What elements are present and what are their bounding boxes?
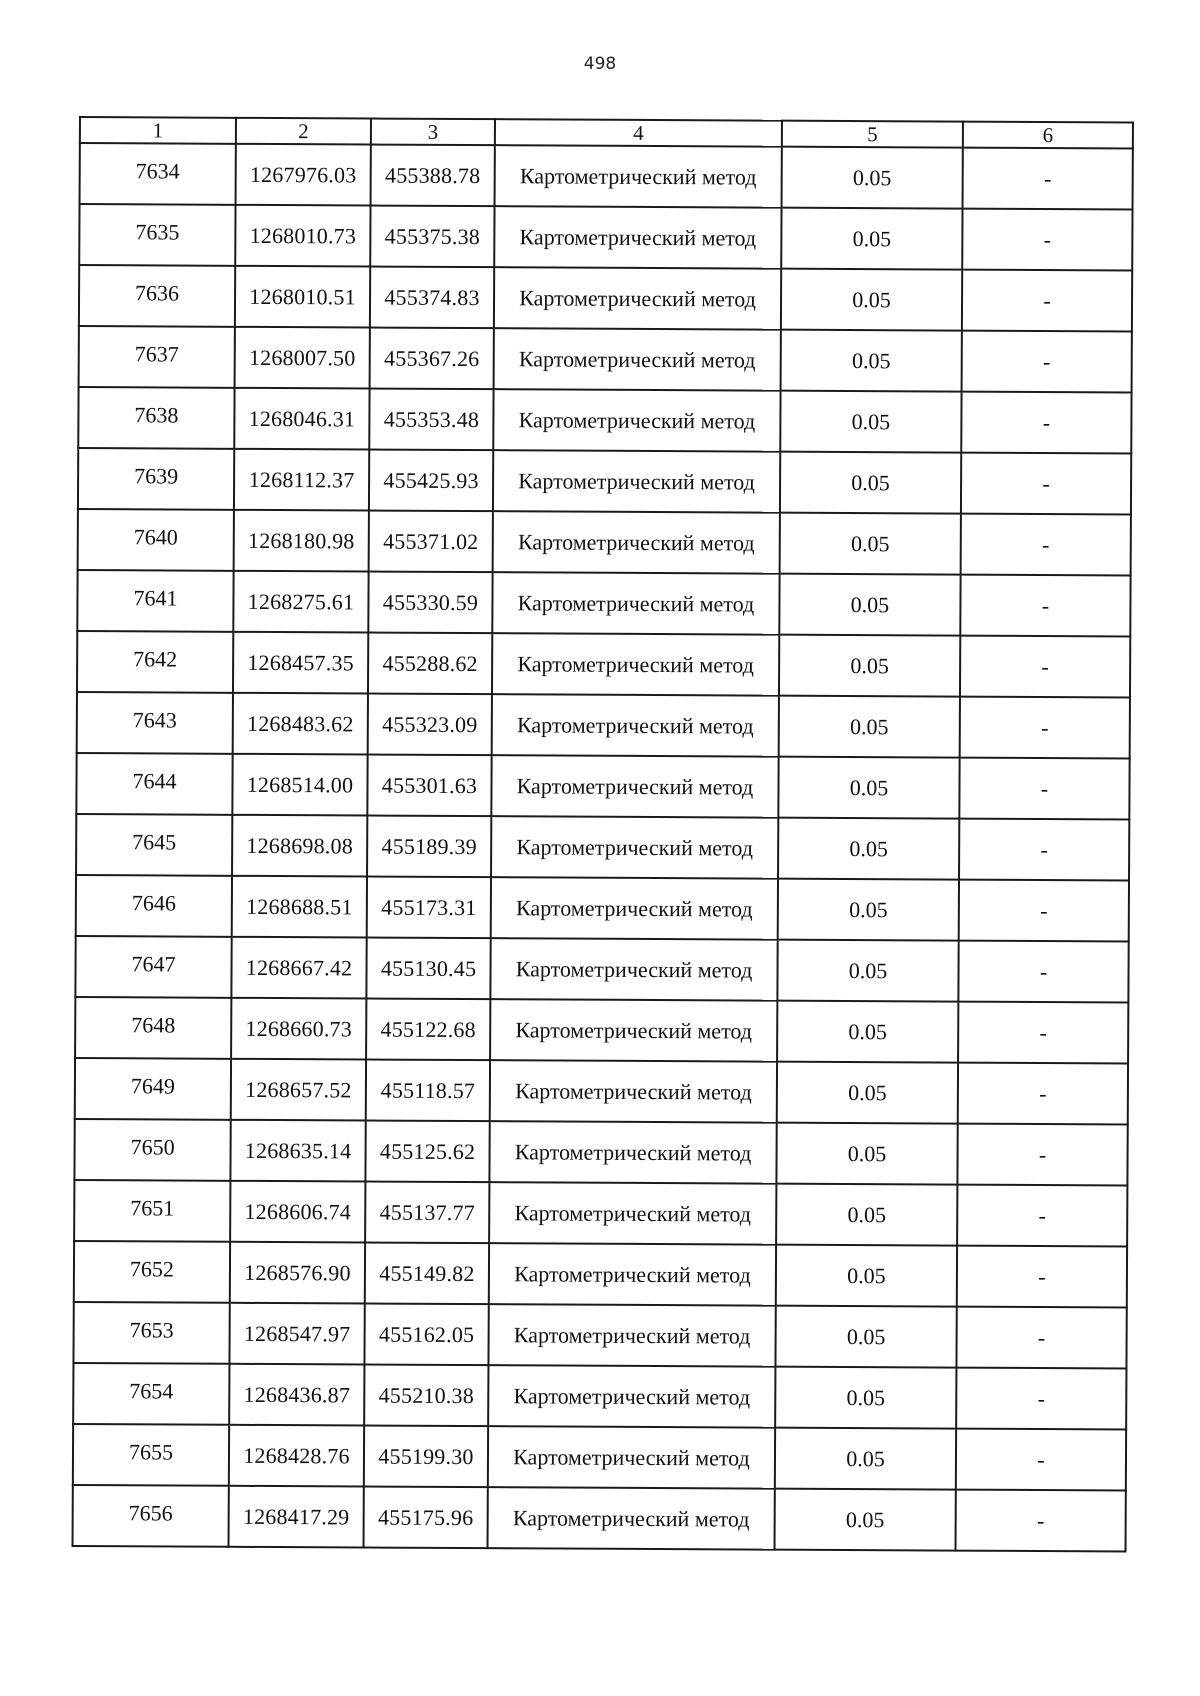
method-cell: Картометрический метод bbox=[492, 694, 779, 757]
description-cell: - bbox=[957, 1185, 1127, 1247]
point-number-cell: 7645 bbox=[76, 814, 232, 876]
point-number-cell: 7638 bbox=[78, 387, 234, 449]
page-number: 498 bbox=[583, 54, 617, 74]
point-number-cell: 7654 bbox=[73, 1363, 229, 1425]
description-cell: - bbox=[957, 1124, 1127, 1186]
table-row bbox=[78, 448, 1131, 515]
accuracy-cell: 0.05 bbox=[778, 879, 959, 941]
point-number-cell: 7636 bbox=[79, 265, 235, 327]
method-cell: Картометрический метод bbox=[493, 389, 780, 452]
coordinate-y-cell: 455173.31 bbox=[367, 877, 491, 939]
method-cell: Картометрический метод bbox=[490, 999, 777, 1062]
method-cell: Картометрический метод bbox=[491, 755, 778, 818]
accuracy-cell: 0.05 bbox=[778, 757, 959, 819]
accuracy-cell: 0.05 bbox=[776, 1123, 957, 1185]
coordinate-y-cell: 455189.39 bbox=[367, 816, 491, 878]
coordinate-y-cell: 455122.68 bbox=[366, 999, 490, 1061]
accuracy-cell: 0.05 bbox=[779, 635, 960, 697]
table-row bbox=[76, 875, 1129, 942]
accuracy-cell: 0.05 bbox=[775, 1367, 956, 1429]
method-cell: Картометрический метод bbox=[494, 206, 781, 269]
point-number-cell: 7642 bbox=[77, 631, 233, 693]
column-header: 1 bbox=[80, 117, 236, 144]
description-cell: - bbox=[957, 1246, 1127, 1308]
method-cell: Картометрический метод bbox=[489, 1182, 776, 1245]
table-row bbox=[76, 753, 1129, 820]
coordinate-x-cell: 1268547.97 bbox=[229, 1303, 364, 1365]
description-cell: - bbox=[958, 1002, 1128, 1064]
table-row bbox=[73, 1424, 1126, 1491]
table-row bbox=[73, 1302, 1126, 1369]
accuracy-cell: 0.05 bbox=[777, 1062, 958, 1124]
point-number-cell: 7656 bbox=[73, 1485, 229, 1547]
coordinate-y-cell: 455323.09 bbox=[368, 694, 492, 756]
method-cell: Картометрический метод bbox=[494, 267, 781, 330]
coordinate-y-cell: 455367.26 bbox=[370, 328, 494, 390]
coordinate-x-cell: 1268483.62 bbox=[233, 693, 368, 755]
description-cell: - bbox=[958, 941, 1128, 1003]
description-cell: - bbox=[961, 514, 1131, 576]
coordinates-table bbox=[72, 116, 1134, 1553]
method-cell: Картометрический метод bbox=[495, 145, 782, 208]
coordinate-x-cell: 1268667.42 bbox=[231, 937, 366, 999]
description-cell: - bbox=[956, 1368, 1126, 1430]
point-number-cell: 7647 bbox=[75, 936, 231, 998]
accuracy-cell: 0.05 bbox=[781, 330, 962, 392]
table-row bbox=[78, 509, 1131, 576]
description-cell: - bbox=[960, 636, 1130, 698]
point-number-cell: 7650 bbox=[74, 1119, 230, 1181]
column-header: 6 bbox=[963, 122, 1133, 149]
point-number-cell: 7648 bbox=[75, 997, 231, 1059]
coordinate-y-cell: 455374.83 bbox=[370, 267, 494, 329]
table-row bbox=[77, 631, 1130, 698]
table-row bbox=[77, 570, 1130, 637]
accuracy-cell: 0.05 bbox=[776, 1184, 957, 1246]
method-cell: Картометрический метод bbox=[488, 1487, 775, 1550]
point-number-cell: 7635 bbox=[79, 204, 235, 266]
accuracy-cell: 0.05 bbox=[777, 940, 958, 1002]
accuracy-cell: 0.05 bbox=[775, 1489, 956, 1551]
accuracy-cell: 0.05 bbox=[781, 208, 962, 270]
coordinate-x-cell: 1268275.61 bbox=[233, 571, 368, 633]
table-row bbox=[79, 265, 1132, 332]
table-row bbox=[73, 1363, 1126, 1430]
coordinate-x-cell: 1268698.08 bbox=[232, 815, 367, 877]
description-cell: - bbox=[962, 331, 1132, 393]
coordinate-x-cell: 1268010.51 bbox=[235, 266, 370, 328]
accuracy-cell: 0.05 bbox=[778, 818, 959, 880]
accuracy-cell: 0.05 bbox=[775, 1428, 956, 1490]
description-cell: - bbox=[959, 880, 1129, 942]
accuracy-cell: 0.05 bbox=[780, 513, 961, 575]
coordinate-x-cell: 1268514.00 bbox=[232, 754, 367, 816]
point-number-cell: 7643 bbox=[77, 692, 233, 754]
table-row bbox=[79, 326, 1132, 393]
coordinate-y-cell: 455353.48 bbox=[369, 389, 493, 451]
description-cell: - bbox=[960, 575, 1130, 637]
coordinate-x-cell: 1268010.73 bbox=[235, 205, 370, 267]
point-number-cell: 7651 bbox=[74, 1180, 230, 1242]
coordinate-x-cell: 1268046.31 bbox=[234, 388, 369, 450]
coordinate-y-cell: 455371.02 bbox=[369, 511, 493, 573]
coordinate-y-cell: 455375.38 bbox=[370, 206, 494, 268]
coordinate-x-cell: 1268436.87 bbox=[229, 1364, 364, 1426]
coordinate-y-cell: 455388.78 bbox=[371, 145, 495, 207]
coordinate-x-cell: 1268457.35 bbox=[233, 632, 368, 694]
coordinate-y-cell: 455137.77 bbox=[365, 1182, 489, 1244]
point-number-cell: 7637 bbox=[79, 326, 235, 388]
coordinate-x-cell: 1268112.37 bbox=[234, 449, 369, 511]
table-row bbox=[78, 387, 1131, 454]
coordinate-x-cell: 1268417.29 bbox=[229, 1486, 364, 1548]
point-number-cell: 7652 bbox=[74, 1241, 230, 1303]
point-number-cell: 7649 bbox=[75, 1058, 231, 1120]
coordinate-x-cell: 1268606.74 bbox=[230, 1181, 365, 1243]
coordinate-y-cell: 455199.30 bbox=[364, 1426, 488, 1488]
method-cell: Картометрический метод bbox=[493, 450, 780, 513]
coordinate-y-cell: 455149.82 bbox=[365, 1243, 489, 1305]
coordinate-x-cell: 1267976.03 bbox=[236, 144, 371, 206]
description-cell: - bbox=[956, 1490, 1126, 1552]
point-number-cell: 7641 bbox=[77, 570, 233, 632]
column-header: 2 bbox=[236, 118, 371, 145]
coordinate-x-cell: 1268657.52 bbox=[231, 1059, 366, 1121]
table-body bbox=[73, 143, 1133, 1551]
description-cell: - bbox=[963, 148, 1133, 210]
accuracy-cell: 0.05 bbox=[781, 269, 962, 331]
accuracy-cell: 0.05 bbox=[779, 696, 960, 758]
accuracy-cell: 0.05 bbox=[777, 1001, 958, 1063]
table-row bbox=[76, 814, 1129, 881]
table-row bbox=[75, 936, 1128, 1003]
description-cell: - bbox=[961, 453, 1131, 515]
column-header: 4 bbox=[495, 119, 782, 147]
method-cell: Картометрический метод bbox=[492, 633, 779, 696]
accuracy-cell: 0.05 bbox=[776, 1245, 957, 1307]
coordinate-y-cell: 455118.57 bbox=[366, 1060, 490, 1122]
point-number-cell: 7634 bbox=[80, 143, 236, 205]
table-row bbox=[74, 1241, 1127, 1308]
description-cell: - bbox=[956, 1429, 1126, 1491]
table-row bbox=[74, 1119, 1127, 1186]
method-cell: Картометрический метод bbox=[490, 938, 777, 1001]
method-cell: Картометрический метод bbox=[492, 572, 779, 635]
coordinate-y-cell: 455288.62 bbox=[368, 633, 492, 695]
description-cell: - bbox=[961, 392, 1131, 454]
coordinate-x-cell: 1268688.51 bbox=[232, 876, 367, 938]
coordinate-y-cell: 455175.96 bbox=[364, 1487, 488, 1549]
table-row bbox=[75, 997, 1128, 1064]
coordinate-y-cell: 455130.45 bbox=[366, 938, 490, 1000]
table-row bbox=[80, 143, 1133, 210]
coordinate-x-cell: 1268428.76 bbox=[229, 1425, 364, 1487]
description-cell: - bbox=[960, 697, 1130, 759]
coordinate-x-cell: 1268576.90 bbox=[230, 1242, 365, 1304]
point-number-cell: 7655 bbox=[73, 1424, 229, 1486]
method-cell: Картометрический метод bbox=[490, 1060, 777, 1123]
point-number-cell: 7644 bbox=[76, 753, 232, 815]
method-cell: Картометрический метод bbox=[491, 877, 778, 940]
method-cell: Картометрический метод bbox=[493, 511, 780, 574]
coordinate-x-cell: 1268635.14 bbox=[230, 1120, 365, 1182]
method-cell: Картометрический метод bbox=[488, 1365, 775, 1428]
table-row bbox=[75, 1058, 1128, 1125]
column-header: 5 bbox=[782, 121, 963, 148]
accuracy-cell: 0.05 bbox=[775, 1306, 956, 1368]
table-row bbox=[73, 1485, 1126, 1552]
description-cell: - bbox=[962, 209, 1132, 271]
point-number-cell: 7640 bbox=[78, 509, 234, 571]
method-cell: Картометрический метод bbox=[489, 1121, 776, 1184]
coordinate-y-cell: 455425.93 bbox=[369, 450, 493, 512]
method-cell: Картометрический метод bbox=[489, 1243, 776, 1306]
description-cell: - bbox=[956, 1307, 1126, 1369]
coordinate-x-cell: 1268180.98 bbox=[234, 510, 369, 572]
column-header: 3 bbox=[371, 119, 495, 146]
coordinate-y-cell: 455125.62 bbox=[365, 1121, 489, 1183]
point-number-cell: 7653 bbox=[73, 1302, 229, 1364]
coordinate-y-cell: 455162.05 bbox=[364, 1304, 488, 1366]
coordinate-y-cell: 455210.38 bbox=[364, 1365, 488, 1427]
description-cell: - bbox=[962, 270, 1132, 332]
coordinate-x-cell: 1268007.50 bbox=[235, 327, 370, 389]
description-cell: - bbox=[959, 819, 1129, 881]
method-cell: Картометрический метод bbox=[488, 1426, 775, 1489]
coordinate-y-cell: 455301.63 bbox=[367, 755, 491, 817]
point-number-cell: 7646 bbox=[76, 875, 232, 937]
table-row bbox=[77, 692, 1130, 759]
coordinate-y-cell: 455330.59 bbox=[368, 572, 492, 634]
accuracy-cell: 0.05 bbox=[780, 452, 961, 514]
method-cell: Картометрический метод bbox=[488, 1304, 775, 1367]
description-cell: - bbox=[958, 1063, 1128, 1125]
table-row bbox=[79, 204, 1132, 271]
method-cell: Картометрический метод bbox=[494, 328, 781, 391]
accuracy-cell: 0.05 bbox=[779, 574, 960, 636]
table-row bbox=[74, 1180, 1127, 1247]
coordinate-x-cell: 1268660.73 bbox=[231, 998, 366, 1060]
accuracy-cell: 0.05 bbox=[782, 147, 963, 209]
description-cell: - bbox=[959, 758, 1129, 820]
accuracy-cell: 0.05 bbox=[780, 391, 961, 453]
point-number-cell: 7639 bbox=[78, 448, 234, 510]
method-cell: Картометрический метод bbox=[491, 816, 778, 879]
